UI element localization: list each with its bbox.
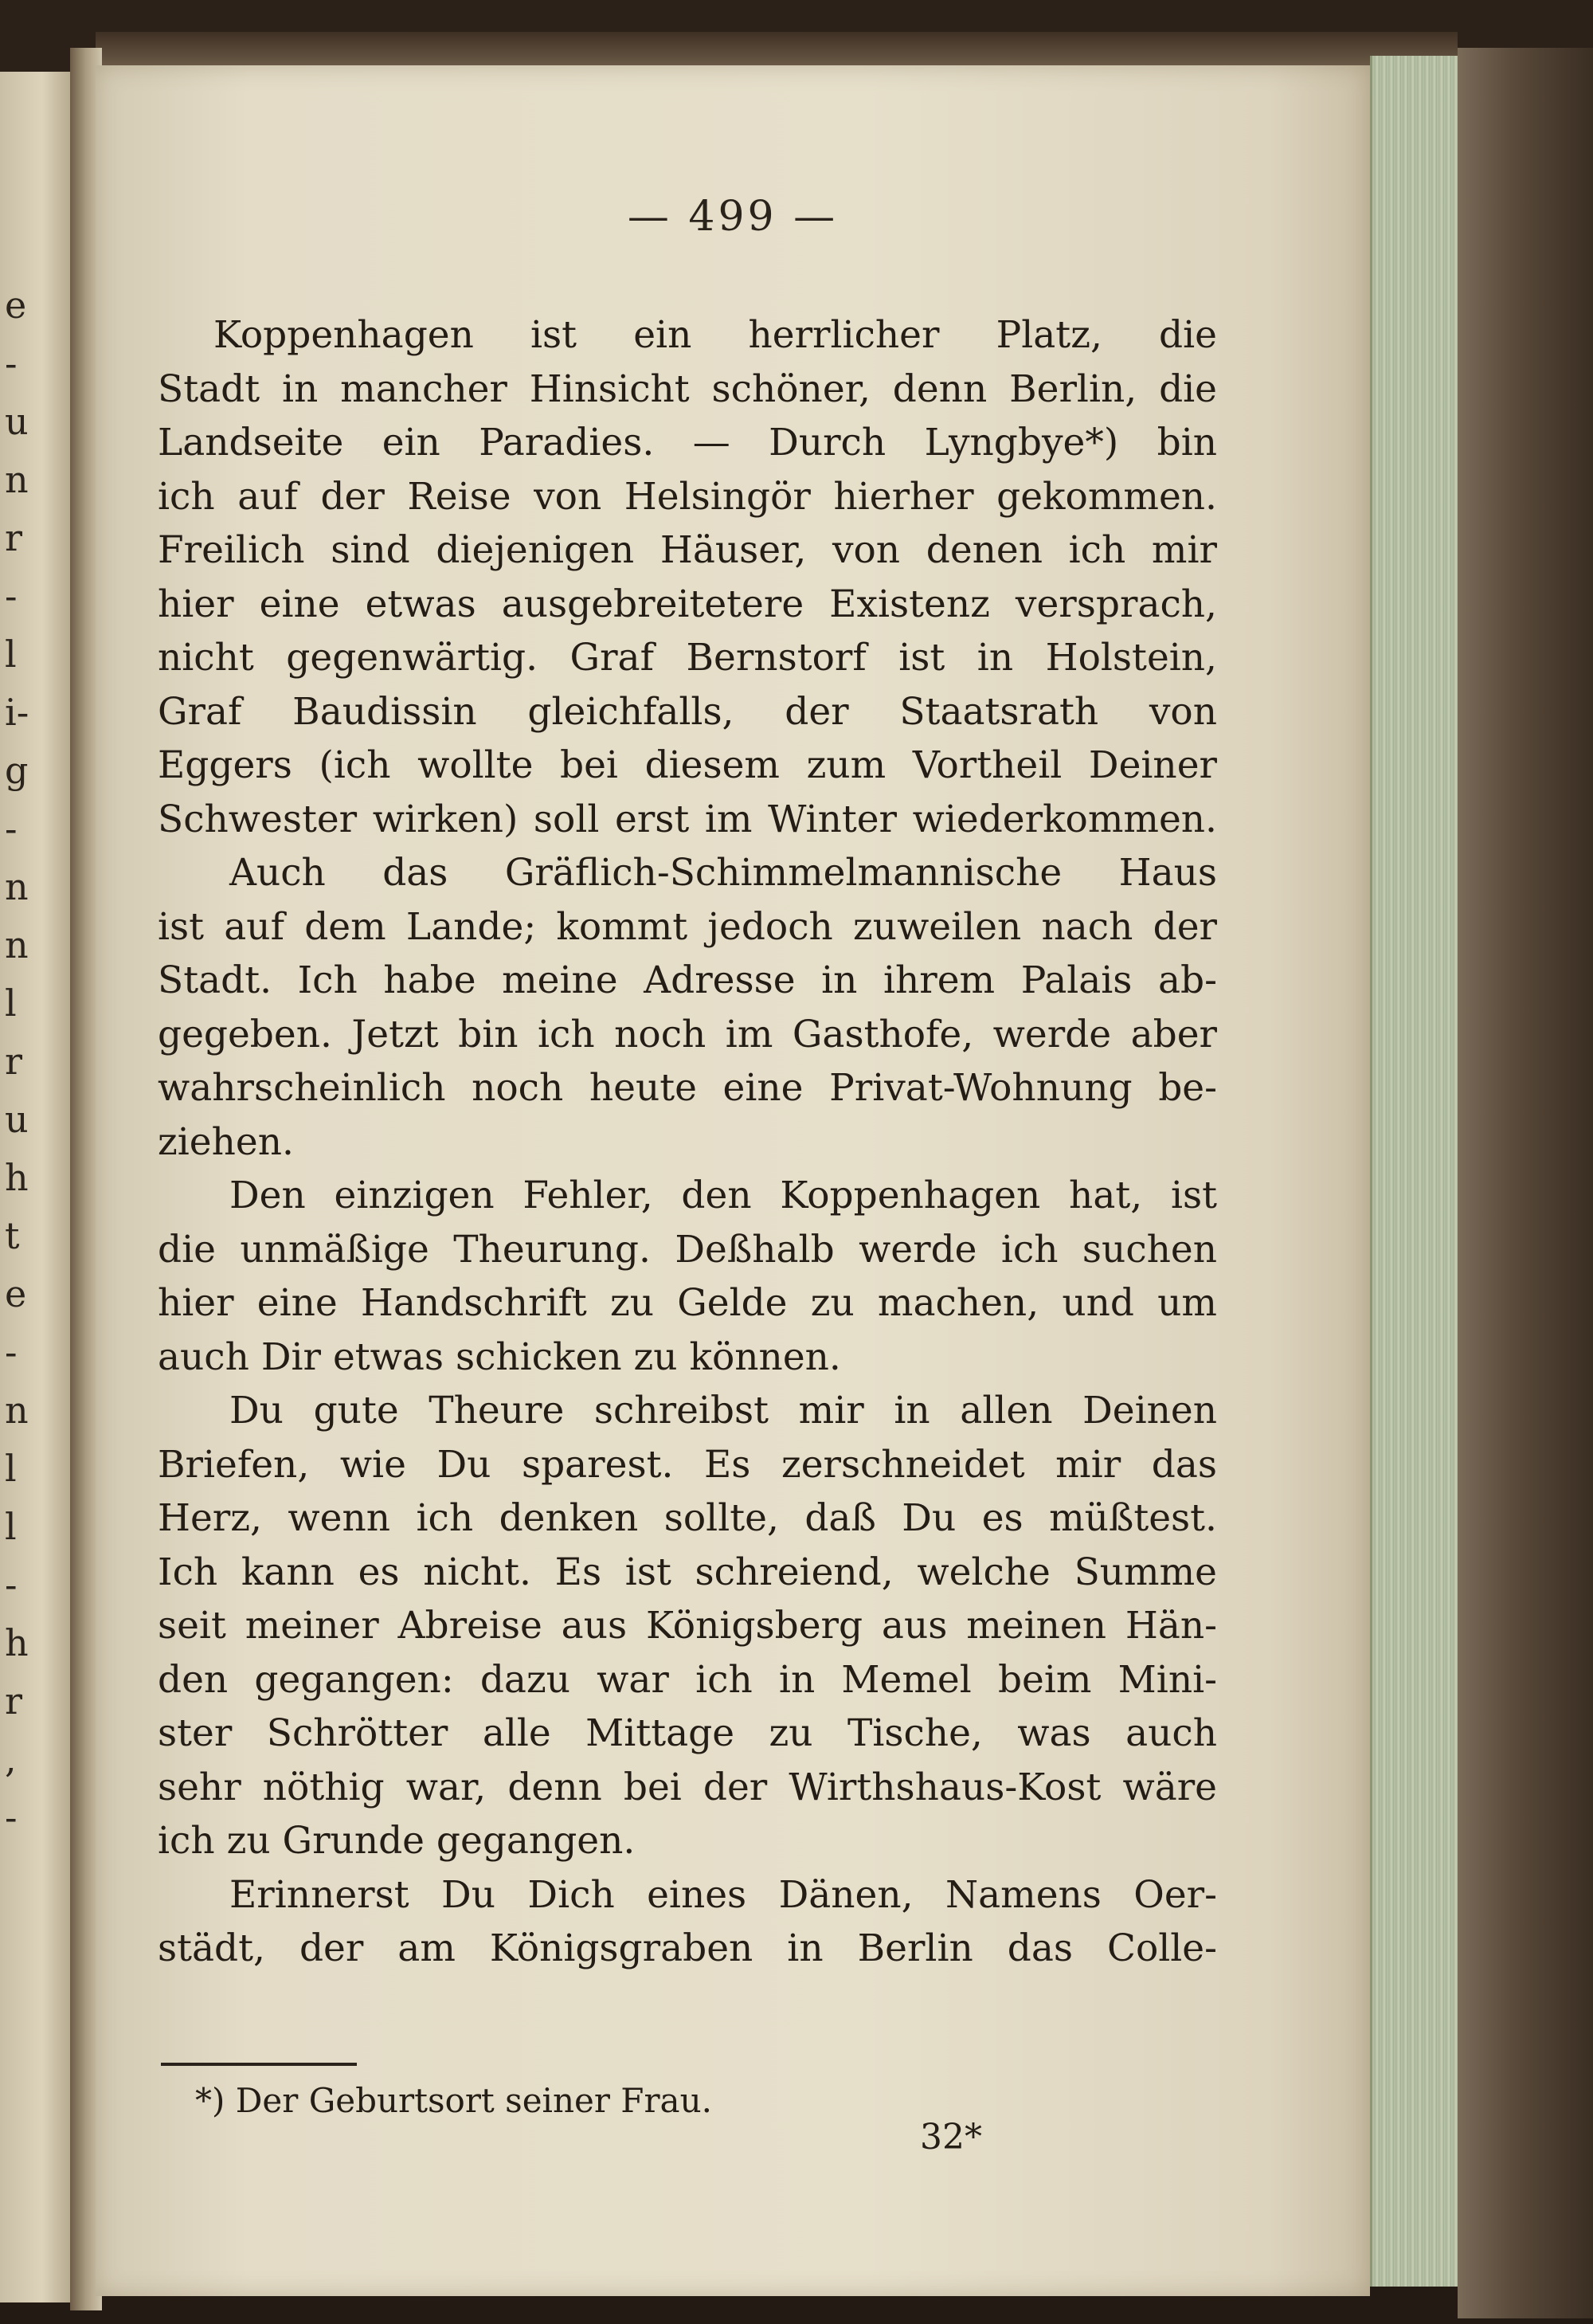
text-line: Graf Baudissin gleichfalls, der Staatsrath von xyxy=(158,689,1217,734)
text-line: ziehen. xyxy=(158,1119,294,1164)
facing-page-fragment: l xyxy=(5,1447,17,1490)
text-line: nicht gegenwärtig. Graf Bernstorf ist in Holstein, xyxy=(158,636,1217,680)
text-line: hier eine etwas ausgebreitetere Existenz versprach, xyxy=(158,582,1217,626)
text-line: Stadt in mancher Hinsicht schöner, denn Berlin, die xyxy=(158,366,1217,411)
book-cover-top xyxy=(96,32,1458,69)
text-line: städt, der am Königsgraben in Berlin das Colle- xyxy=(158,1926,1217,1970)
facing-page-fragment: r xyxy=(5,516,22,559)
page-number: — 499 — xyxy=(627,193,839,241)
text-line: sehr nöthig war, denn bei der Wirthshaus-Kost wäre xyxy=(158,1765,1217,1809)
facing-page-fragment: - xyxy=(5,1563,18,1606)
facing-page-fragment: n xyxy=(5,865,29,908)
text-line: auch Dir etwas schicken zu können. xyxy=(158,1334,841,1379)
text-line: Stadt. Ich habe meine Adresse in ihrem Palais ab- xyxy=(158,958,1217,1002)
facing-page-fragment: - xyxy=(5,1796,18,1839)
text-line: Koppenhagen ist ein herrlicher Platz, die xyxy=(213,313,1217,357)
text-line: ich auf der Reise von Helsingör hierher gekommen. xyxy=(158,474,1217,519)
facing-page-fragment: l xyxy=(5,1505,17,1548)
facing-page-fragment: - xyxy=(5,807,18,850)
facing-page-fragment: , xyxy=(5,1738,17,1781)
text-line: Landseite ein Paradies. — Durch Lyngbye*) bin xyxy=(158,421,1217,464)
text-line: Den einzigen Fehler, den Koppenhagen hat, ist xyxy=(229,1174,1217,1217)
facing-page-fragment: g xyxy=(5,749,29,792)
facing-page-fragment: l xyxy=(5,633,17,676)
facing-page-fragment: n xyxy=(5,1389,29,1432)
facing-page xyxy=(0,72,73,2302)
text-line: Briefen, wie Du sparest. Es zerschneidet mir das xyxy=(158,1442,1217,1487)
text-line: Freilich sind diejenigen Häuser, von denen ich mir xyxy=(158,528,1217,572)
text-line: die unmäßige Theurung. Deßhalb werde ich suchen xyxy=(158,1227,1217,1272)
text-line: Herz, wenn ich denken sollte, daß Du es müßtest. xyxy=(158,1496,1217,1540)
facing-page-fragment: h xyxy=(5,1621,29,1664)
text-line: Eggers (ich wollte bei diesem zum Vortheil Deiner xyxy=(158,743,1217,787)
text-line: Erinnerst Du Dich eines Dänen, Namens Oer- xyxy=(229,1872,1217,1917)
text-line: Auch das Gräflich-Schimmelmannische Haus xyxy=(229,851,1217,895)
text-line: Schwester wirken) soll erst im Winter wiederkommen. xyxy=(158,797,1217,841)
text-line: ich zu Grunde gegangen. xyxy=(158,1819,636,1863)
facing-page-fragment: - xyxy=(5,574,18,617)
text-line: den gegangen: dazu war ich in Memel beim Mini- xyxy=(158,1657,1217,1702)
facing-page-fragment: r xyxy=(5,1679,22,1722)
facing-page-fragment: - xyxy=(5,1331,18,1374)
facing-page-fragment: - xyxy=(5,342,18,385)
footnote-rule xyxy=(161,2063,357,2066)
text-line: gegeben. Jetzt bin ich noch im Gasthofe, werde aber xyxy=(158,1012,1217,1056)
text-line: Ich kann es nicht. Es ist schreiend, welche Summe xyxy=(158,1550,1217,1594)
text-line: seit meiner Abreise aus Königsberg aus meinen Hän- xyxy=(158,1604,1217,1648)
page-edges xyxy=(1370,56,1460,2287)
book-page xyxy=(96,65,1370,2296)
facing-page-fragment: e xyxy=(5,284,27,327)
text-line: wahrscheinlich noch heute eine Privat-Wohnung be- xyxy=(158,1066,1217,1110)
facing-page-fragment: e xyxy=(5,1272,27,1315)
page-body xyxy=(158,308,1217,1976)
facing-page-fragment: l xyxy=(5,982,17,1025)
facing-page-fragment: t xyxy=(5,1214,20,1257)
text-line: hier eine Handschrift zu Gelde zu machen, und um xyxy=(158,1281,1217,1325)
facing-page-fragment: n xyxy=(5,458,29,501)
facing-page-fragment: r xyxy=(5,1040,22,1083)
facing-page-fragment: n xyxy=(5,923,29,966)
footnote: *) Der Geburtsort seiner Frau. xyxy=(195,2081,712,2120)
printer-signature-mark: 32* xyxy=(920,2117,982,2157)
facing-page-fragment: u xyxy=(5,400,29,443)
book-cover-right xyxy=(1458,48,1593,2318)
text-line: ist auf dem Lande; kommt jedoch zuweilen nach der xyxy=(158,904,1217,949)
facing-page-fragment: u xyxy=(5,1098,29,1141)
facing-page-fragment: h xyxy=(5,1156,29,1199)
text-line: ster Schrötter alle Mittage zu Tische, was auch xyxy=(158,1711,1217,1755)
text-line: Du gute Theure schreibst mir in allen Deinen xyxy=(229,1389,1217,1432)
facing-page-fragment: i- xyxy=(5,691,29,734)
